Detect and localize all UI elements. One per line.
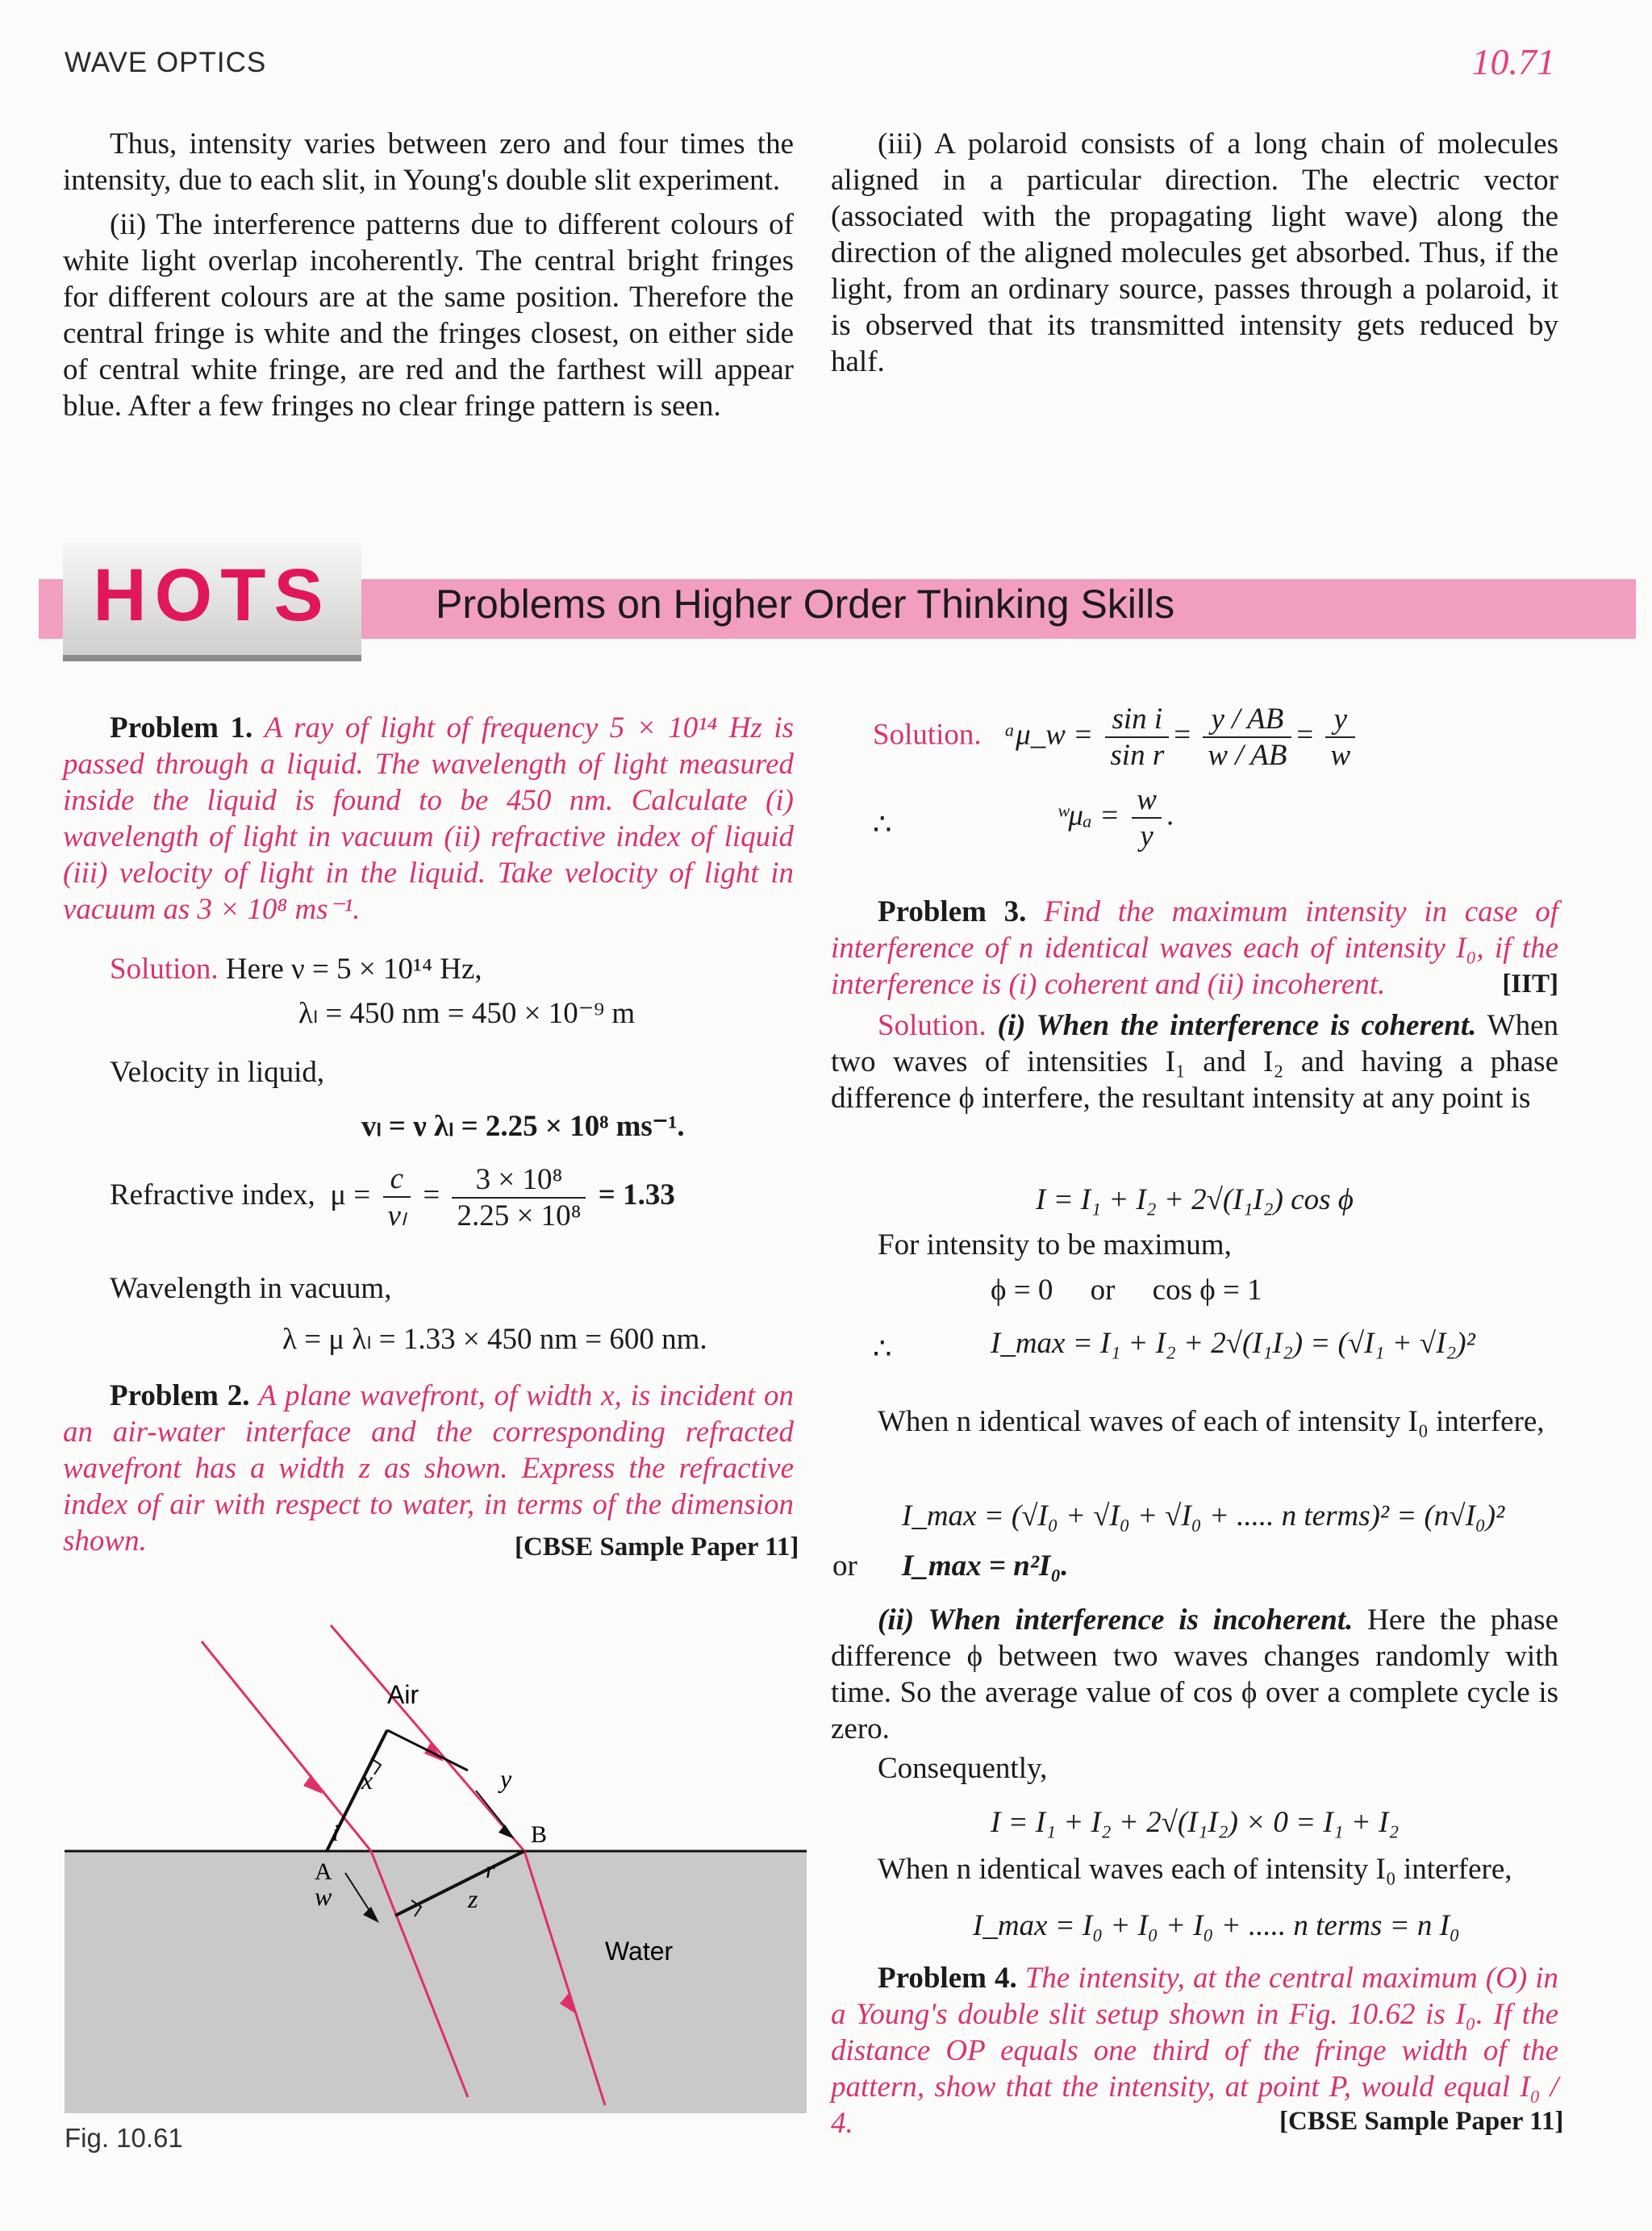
guide <box>145 1613 202 1641</box>
solution-label: Solution. <box>878 1009 987 1042</box>
refraction-figure <box>48 1613 823 2113</box>
incident-ray-a <box>202 1641 371 1851</box>
p2-solution-equation: Solution. ᵃμ_w = $\frac{\text{sin i}}{\text{sin r}}$ = $\frac{y / AB}{w / AB}$ = $\frac{y}{w}$ <box>873 702 1360 773</box>
or-label: or <box>832 1549 857 1583</box>
numerator: y <box>1325 702 1355 738</box>
y-arrow-line <box>476 1791 508 1831</box>
p2-result-equation <box>1057 782 1174 853</box>
angle-i-label: i <box>332 1820 340 1846</box>
problem-label: Problem 3. <box>878 895 1027 928</box>
incident-ray-b <box>331 1625 524 1851</box>
lhs: ᵃμ_w = <box>1003 718 1094 752</box>
numerator: sin i <box>1105 702 1169 738</box>
wavefront-edge <box>387 1730 468 1770</box>
paragraph: Here the phase difference ϕ between two waves changes randomly with time. So the average value of cos ϕ over a complete cycle is zero. <box>831 1603 1559 1745</box>
problem-text: A ray of light of frequency 5 × 10¹⁴ Hz is passed through a liquid. The wavelength of light measured inside the liquid is found to be 450 nm. Calculate (i) wavelength of light in vacuum (ii) refractive index of liquid (iii) velocity of light in the liquid. Take velocity of light in vacuum as 3 × 10⁸ ms⁻¹. <box>63 711 794 926</box>
problem-1 <box>63 710 794 928</box>
running-header-section: WAVE OPTICS <box>65 47 267 78</box>
source-reference: [CBSE Sample Paper 11] <box>515 1533 799 1562</box>
velocity-label: Velocity in liquid, <box>110 1056 325 1089</box>
denominator: y <box>1140 819 1153 853</box>
denominator: 2.25 × 10⁸ <box>457 1199 582 1232</box>
wavelength-label: Wavelength in vacuum, <box>110 1272 392 1305</box>
x-label: x <box>361 1766 373 1795</box>
p1-solution-line-1 <box>110 952 482 986</box>
denominator: w / AB <box>1208 739 1287 772</box>
fraction <box>1105 702 1169 773</box>
equation: vₗ = ν λₗ = 2.25 × 10⁸ ms⁻¹. <box>361 1110 685 1143</box>
incoherent-section <box>831 1602 1558 1787</box>
result: = 1.33 <box>598 1178 675 1211</box>
problem-3 <box>831 894 1558 1116</box>
hots-badge: HOTS <box>93 554 332 636</box>
hots-title: Problems on Higher Order Thinking Skills <box>436 582 1175 627</box>
problem-text: Find the maximum intensity in case of interference of n identical waves each of intensity I₀, if the interference is (i) coherent and (ii) incoherent. <box>831 895 1558 1001</box>
left-top-text <box>63 126 794 424</box>
therefore-symbol: ∴ <box>873 808 892 841</box>
equation: I = I₁ + I₂ + 2√(I₁I₂) × 0 = I₁ + I₂ <box>991 1806 1400 1839</box>
problem-label: Problem 4. <box>878 1962 1017 1995</box>
problem-text: The intensity, at the central maximum (O) in a Young's double slit setup shown in Fig. 10.62 is I₀. If the distance OP equals one third of the fringe width of the pattern, show that the intensity, at point P, would equal I₀ / 4. <box>831 1962 1558 2140</box>
fraction <box>1325 702 1355 773</box>
paragraph <box>831 1403 1558 1440</box>
point-b-label: B <box>531 1821 548 1848</box>
paragraph: (ii) The interference patterns due to different colours of white light overlap incoherently. The central bright fringes for different colours are at the same position. Therefore the central fringe is white and the fringes closest, on either side of central white fringe, are red and the farthest will appear blue. After a few fringes no clear fringe pattern is seen. <box>63 208 794 423</box>
guide <box>339 1613 375 1870</box>
solution-label: Solution. <box>110 953 219 986</box>
incoherent-heading: (ii) When interference is incoherent. <box>878 1603 1354 1637</box>
equation: ϕ = 0 or cos ϕ = 1 <box>991 1274 1262 1307</box>
fraction <box>383 1161 411 1233</box>
figure-label: Fig. 10.61 <box>65 2123 183 2153</box>
equation: I_max = I₁ + I₂ + 2√(I₁I₂) = (√I₁ + √I₂)² <box>991 1327 1475 1360</box>
water-region <box>65 1851 807 2113</box>
equation: I_max = n²I₀. <box>902 1549 1069 1583</box>
arrow-head <box>303 1774 323 1794</box>
problem-text: A plane wavefront, of width x, is incident on an air-water interface and the corresponding refracted wavefront has a width z as shown. Express the refractive index of air with respect to water, in terms of the dimension shown. <box>63 1379 794 1558</box>
ri-lhs: μ = <box>330 1178 371 1211</box>
numerator: c <box>383 1161 411 1198</box>
numerator: y / AB <box>1203 702 1291 738</box>
numerator: 3 × 10⁸ <box>452 1162 586 1199</box>
period: . <box>1166 799 1174 832</box>
equation: λₗ = 450 nm = 450 × 10⁻⁹ m <box>298 997 636 1030</box>
numerator: w <box>1132 782 1162 819</box>
source-reference: [IIT] <box>1502 970 1558 999</box>
problem-label: Problem 1. <box>110 711 253 744</box>
lhs: ʷμₐ = <box>1057 799 1120 832</box>
fraction <box>1203 702 1291 773</box>
equation: λ = μ λₗ = 1.33 × 450 nm = 600 nm. <box>282 1323 707 1356</box>
refractive-index-equation <box>110 1161 675 1233</box>
paragraph: (iii) A polaroid consists of a long chain of molecules aligned in a particular direction. The electric vector (associated with the propagating light wave) along the direction of the aligned molecules get absorbed. Thus, if the light, from an ordinary source, passes through a polaroid, it is observed that its transmitted intensity gets reduced by half. <box>831 127 1558 378</box>
fraction <box>1132 782 1162 853</box>
paragraph-text: When n identical waves of each of intensity I₀ interfere, <box>878 1405 1545 1438</box>
consequently-label: Consequently, <box>878 1752 1048 1785</box>
equation: Here ν = 5 × 10¹⁴ Hz, <box>225 953 482 986</box>
max-label: For intensity to be maximum, <box>878 1228 1232 1261</box>
source-reference: [CBSE Sample Paper 11] <box>1279 2107 1564 2136</box>
y-label: y <box>500 1764 512 1793</box>
equation: I_max = I₀ + I₀ + I₀ + ..... n terms = n I₀ <box>973 1909 1460 1942</box>
water-label: Water <box>605 1937 674 1966</box>
equation: I = I₁ + I₂ + 2√(I₁I₂) cos ϕ <box>1036 1183 1354 1216</box>
point-a-label: A <box>315 1858 332 1885</box>
y-arrow <box>499 1824 515 1839</box>
paragraph: Thus, intensity varies between zero and four times the intensity, due to each slit, in Young's double slit experiment. <box>63 127 794 197</box>
solution-label: Solution. <box>873 718 982 752</box>
fraction <box>452 1162 586 1233</box>
therefore-symbol: ∴ <box>873 1332 892 1366</box>
air-label: Air <box>387 1680 419 1709</box>
guide <box>81 1678 327 1851</box>
page-number: 10.71 <box>1471 41 1555 82</box>
problem-label: Problem 2. <box>110 1379 250 1412</box>
equals: = <box>423 1178 440 1211</box>
paragraph: When n identical waves each of intensity I₀ interfere, <box>878 1853 1512 1886</box>
w-label: w <box>315 1882 332 1911</box>
coherent-heading: (i) When the interference is coherent. <box>997 1009 1477 1042</box>
right-top-text <box>831 126 1558 380</box>
denominator: vₗ <box>387 1199 407 1232</box>
denominator: sin r <box>1110 739 1165 772</box>
ri-label: Refractive index, <box>110 1178 315 1211</box>
equation: I_max = (√I₀ + √I₀ + √I₀ + ..... n terms)² = (n√I₀)² <box>902 1499 1505 1533</box>
paragraph: When two waves of intensities I₁ and I₂ and having a phase difference ϕ interfere, the resultant intensity at any point is <box>831 1009 1558 1115</box>
denominator: w <box>1330 739 1351 772</box>
z-label: z <box>468 1884 478 1913</box>
angle-r-label: r <box>486 1857 495 1883</box>
